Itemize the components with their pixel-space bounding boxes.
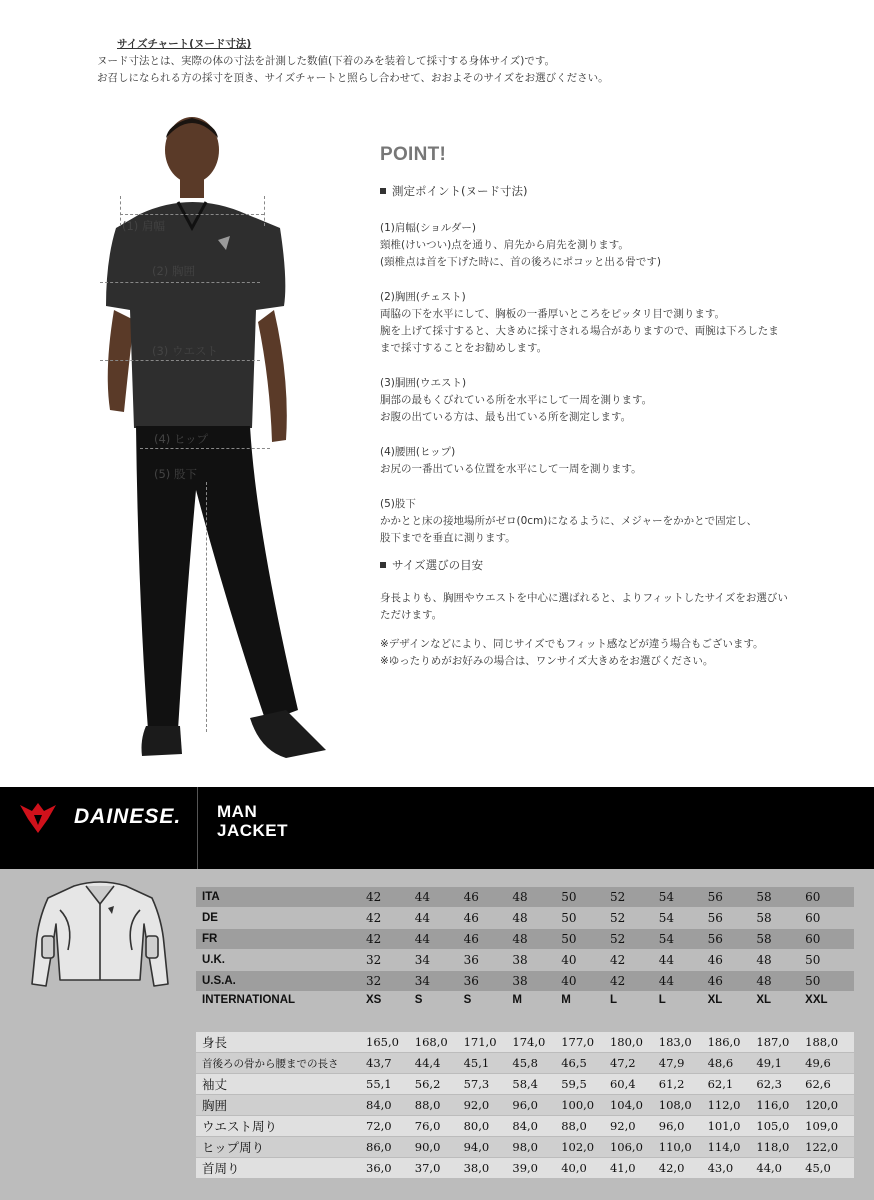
intro-line-1: ヌード寸法とは、実際の体の寸法を計測した数値(下着のみを装着して採寸する身体サイズ)です。	[97, 55, 556, 67]
intro-text	[97, 36, 609, 87]
block-waist: (3)胴囲(ウエスト) 胴部の最もくびれている所を水平にして一周を測ります。 お腹の出ている方は、最も出ている所を測定します。	[380, 377, 653, 423]
banner-title: MAN JACKET	[217, 802, 289, 840]
size-row-ita: ITA 42 44 46 48 50 52 54 56 58 60	[196, 887, 854, 907]
intro-line-2: お召しになられる方の採寸を頂き、サイズチャートと照らし合わせて、おおよそのサイズをお選びください。	[97, 72, 609, 84]
size-row-fr: FR 42 44 46 48 50 52 54 56 58 60	[196, 929, 854, 949]
measure-row-waist: ウエスト周り 72,0 76,0 80,0 84,0 88,0 92,0 96,0 101,0 105,0 109,0	[196, 1116, 854, 1136]
label-waist: (3) ウエスト	[152, 344, 218, 358]
label-hip: (4) ヒップ	[154, 432, 209, 446]
jacket-icon	[30, 880, 170, 992]
brand-wordmark: DAINESE.	[74, 805, 182, 828]
square-bullet-icon	[380, 562, 386, 568]
label-inseam: (5) 股下	[154, 467, 197, 481]
measure-row-hip: ヒップ周り 86,0 90,0 94,0 98,0 102,0 106,0 110,0 114,0 118,0 122,0	[196, 1137, 854, 1157]
size-row-uk: U.K. 32 34 36 38 40 42 44 46 48 50	[202, 953, 821, 967]
waist-line	[100, 360, 260, 361]
measure-row-chest: 胸囲 84,0 88,0 92,0 96,0 100,0 104,0 108,0 112,0 116,0 120,0	[196, 1095, 854, 1115]
size-row-international: INTERNATIONAL XS S S M M L L XL XL XXL	[202, 994, 828, 1006]
shoulder-guide-left	[120, 196, 121, 226]
block-shoulder: (1)肩幅(ショルダー) 頸椎(けいつい)点を通り、肩先から肩先を測ります。 (頸椎点は首を下げた時に、首の後ろにポコッと出る骨です)	[380, 222, 661, 268]
measure-row-neck: 首周り 36,0 37,0 38,0 39,0 40,0 41,0 42,0 43,0 44,0 45,0	[196, 1158, 854, 1178]
point-section	[380, 146, 800, 688]
chest-line	[100, 282, 260, 283]
measure-points-heading: 測定ポイント(ヌード寸法)	[380, 183, 800, 200]
inseam-line	[206, 482, 207, 732]
intro-title: サイズチャート(ヌード寸法)	[117, 38, 252, 50]
point-heading: POINT!	[380, 144, 447, 165]
advice-notes: ※デザインなどにより、同じサイズでもフィット感などが違う場合もございます。 ※ゆったりめがお好みの場合は、ワンサイズ大きめをお選びください。	[380, 638, 764, 667]
banner-divider	[197, 787, 198, 869]
block-inseam: (5)股下 かかとと床の接地場所がゼロ(0cm)になるように、メジャーをかかとで固定し、 股下までを垂直に測ります。	[380, 498, 758, 544]
size-row-de: DE 42 44 46 48 50 52 54 56 58 60	[202, 911, 821, 925]
hip-line	[140, 448, 270, 449]
measure-row-height: 身長 165,0 168,0 171,0 174,0 177,0 180,0 183,0 186,0 187,0 188,0	[196, 1032, 854, 1052]
size-row-usa: U.S.A. 32 34 36 38 40 42 44 46 48 50	[196, 971, 854, 991]
model-silhouette	[100, 110, 350, 770]
model-figure	[100, 110, 350, 770]
advice-fit: 身長よりも、胸囲やウエストを中心に選ばれると、よりフィットしたサイズをお選びい ただけます。	[380, 592, 788, 621]
dainese-logo	[18, 799, 188, 835]
brand-banner	[0, 787, 874, 869]
square-bullet-icon	[380, 188, 386, 194]
block-hip: (4)腰囲(ヒップ) お尻の一番出ている位置を水平にして一周を測ります。	[380, 446, 642, 475]
shoulder-guide-right	[264, 196, 265, 226]
block-chest: (2)胸囲(チェスト) 両脇の下を水平にして、胸板の一番厚いところをピッタリ目で測ります。 腕を上げて採寸すると、大きめに採寸される場合がありますので、両腕は下ろしたま まで採寸することをお勧めします。	[380, 291, 779, 354]
label-chest: (2) 胸囲	[152, 264, 195, 278]
shoulder-line	[120, 214, 264, 215]
measure-row-sleeve: 袖丈 55,1 56,2 57,3 58,4 59,5 60,4 61,2 62,1 62,3 62,6	[196, 1074, 854, 1094]
dainese-devil-icon	[18, 799, 58, 835]
label-shoulder: (1) 肩幅	[122, 219, 165, 233]
measure-row-back-length: 首後ろの骨から腰までの長さ 43,7 44,4 45,1 45,8 46,5 47,2 47,9 48,6 49,1 49,6	[196, 1053, 854, 1073]
size-guide-heading: サイズ選びの目安	[380, 557, 800, 574]
